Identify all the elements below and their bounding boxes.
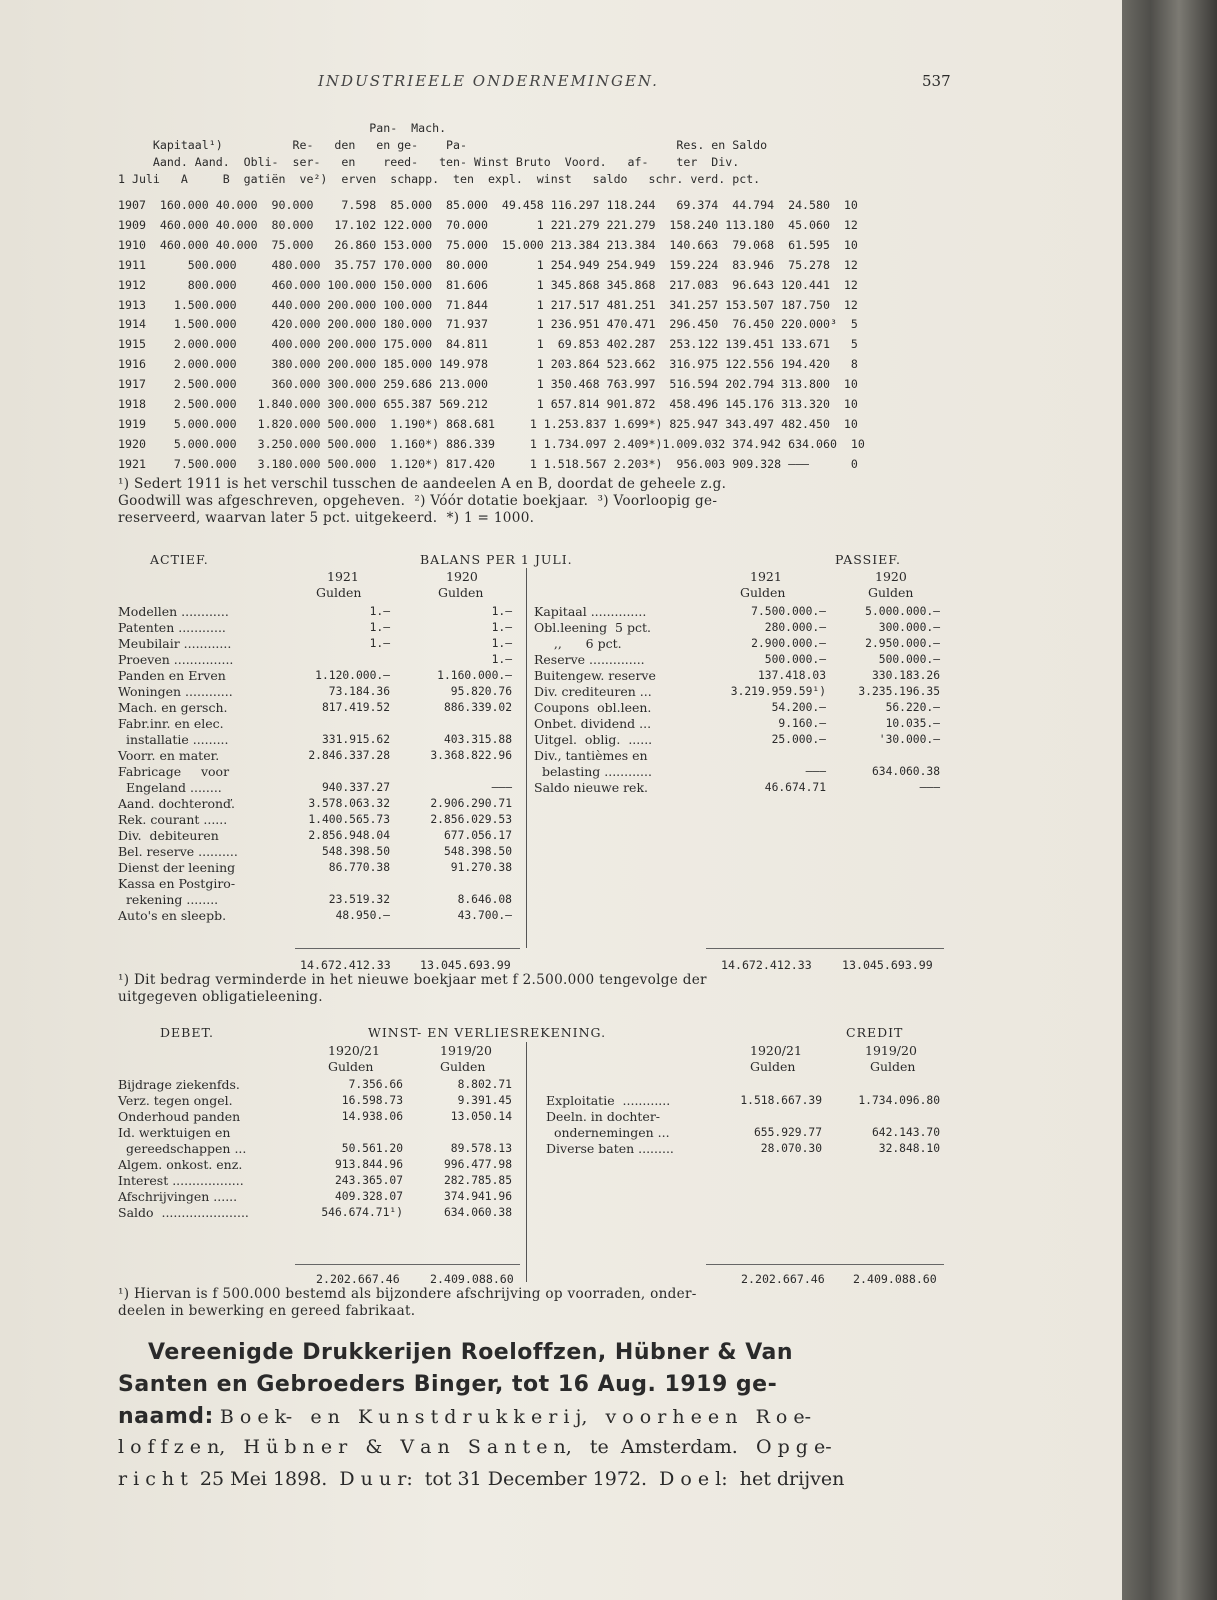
actief-value-1921: 48.950.— <box>335 909 390 922</box>
actief-label: Woningen ............ <box>118 684 233 699</box>
debet-label: Algem. onkost. enz. <box>118 1157 243 1172</box>
pnl-heading: WINST- EN VERLIESREKENING. <box>368 1025 607 1040</box>
pnl-total-right-a: 2.202.667.46 <box>741 1272 825 1286</box>
debet-year-b: 1919/20 <box>440 1043 492 1058</box>
actief-label: Kassa en Postgiro- <box>118 876 236 891</box>
debet-value-a: 7.356.66 <box>348 1078 403 1091</box>
actief-label: Fabricage voor <box>118 764 230 779</box>
stats-header-line: Kapitaal¹) Re- den en ge- Pa- Res. en Saldo <box>118 138 768 152</box>
actief-unit-a: Gulden <box>316 585 362 600</box>
actief-value-1920: 1.— <box>491 653 512 666</box>
stats-table-header <box>118 120 767 188</box>
actief-value-1921 <box>280 876 390 892</box>
debet-b-values <box>408 1077 512 1221</box>
actief-value-1920: 43.700.— <box>457 909 512 922</box>
passief-label: Saldo nieuwe rek. <box>534 780 649 795</box>
actief-label: Mach. en gersch. <box>118 700 228 715</box>
debet-unit-b: Gulden <box>440 1059 486 1074</box>
credit-value-b <box>830 1109 940 1125</box>
pnl-total-right-b: 2.409.088.60 <box>853 1272 937 1286</box>
actief-value-1920 <box>400 764 512 780</box>
actief-value-1920: 1.160.000.— <box>437 669 512 682</box>
debet-label: Afschrijvingen ...... <box>118 1189 238 1204</box>
debet-label: Onderhoud panden <box>118 1109 241 1124</box>
passief-label: Reserve .............. <box>534 652 645 667</box>
book-spine <box>1122 0 1217 1600</box>
passief-label: Uitgel. oblig. ...... <box>534 732 653 747</box>
footnote-line: ¹) Dit bedrag verminderde in het nieuwe boekjaar met f 2.500.000 tengevolge der <box>118 972 707 988</box>
stats-row: 1914 1.500.000 420.000 200.000 180.000 71.937 1 236.951 470.471 296.450 76.450 220.000³ 5 <box>118 317 858 332</box>
debet-value-b: 996.477.98 <box>443 1158 512 1171</box>
passief-value-1920: 330.183.26 <box>871 669 940 682</box>
stats-row: 1921 7.500.000 3.180.000 500.000 1.120*) 817.420 1 1.518.567 2.203*) 956.003 909.328 ——— 0 <box>118 456 858 471</box>
balance-divider <box>526 568 527 948</box>
company-line5: r i c h t 25 Mei 1898. D u u r: tot 31 December 1972. D o e l: het drijven <box>118 1468 845 1490</box>
actief-label: Dienst der leening <box>118 860 236 875</box>
debet-value-b: 374.941.96 <box>443 1190 512 1203</box>
debet-value-b: 9.391.45 <box>457 1094 512 1107</box>
actief-value-1921: 1.120.000.— <box>315 669 390 682</box>
debet-label: Id. werktuigen en <box>118 1125 231 1140</box>
passief-value-1921: 46.674.71 <box>764 781 826 794</box>
actief-label: Div. debiteuren <box>118 828 219 843</box>
actief-value-1921: 1.— <box>369 637 390 650</box>
actief-year-a: 1921 <box>327 569 359 584</box>
credit-unit-b: Gulden <box>870 1059 916 1074</box>
passief-heading: PASSIEF. <box>835 552 901 567</box>
actief-value-1921: 2.846.337.28 <box>308 749 390 762</box>
footnote-line: uitgegeven obligatieleening. <box>118 989 323 1005</box>
actief-value-1921: 817.419.52 <box>321 701 390 714</box>
passief-unit-b: Gulden <box>868 585 914 600</box>
credit-heading: CREDIT <box>846 1025 904 1040</box>
company-former-name: B o e k- e n K u n s t d r u k k e r i j, v o o r h e e n R o e- <box>213 1406 812 1428</box>
debet-heading: DEBET. <box>160 1025 214 1040</box>
passief-value-1920: ——— <box>919 781 940 794</box>
actief-label: Patenten ............ <box>118 620 226 635</box>
passief-label: Obl.leening 5 pct. <box>534 620 651 635</box>
actief-label: Rek. courant ...... <box>118 812 228 827</box>
actief-value-1920 <box>400 716 512 732</box>
balance-footnote <box>118 972 707 1006</box>
pnl-total-left-b: 2.409.088.60 <box>430 1272 514 1286</box>
passief-label: Buitengew. reserve <box>534 668 656 683</box>
footnote-line: ¹) Sedert 1911 is het verschil tusschen de aandeelen A en B, doordat de geheele z.g. <box>118 476 727 492</box>
passief-label: Div., tantièmes en <box>534 748 648 763</box>
passief-labels <box>534 604 724 796</box>
debet-value-b: 634.060.38 <box>443 1206 512 1219</box>
passief-label: Coupons obl.leen. <box>534 700 652 715</box>
passief-label: ,, 6 pct. <box>534 636 622 651</box>
footnote-line: deelen in bewerking en gereed fabrikaat. <box>118 1303 416 1319</box>
company-name-line2: Santen en Gebroeders Binger, tot 16 Aug. 1919 ge- <box>118 1372 778 1397</box>
actief-value-1920: 1.— <box>491 637 512 650</box>
debet-value-b <box>408 1125 512 1141</box>
passief-value-1920: 5.000.000.— <box>865 605 940 618</box>
passief-value-1921: 500.000.— <box>764 653 826 666</box>
credit-unit-a: Gulden <box>750 1059 796 1074</box>
credit-value-a: 28.070.30 <box>760 1142 822 1155</box>
stats-header-line: Aand. Aand. Obli- ser- en reed- ten- Winst Bruto Voord. af- ter Div. <box>118 155 740 169</box>
debet-value-a: 546.674.71¹) <box>321 1206 403 1219</box>
actief-value-1920: 403.315.88 <box>443 733 512 746</box>
passief-value-1921: 3.219.959.59¹) <box>730 685 826 698</box>
credit-label: Deeln. in dochter- <box>546 1109 661 1124</box>
passief-value-1921 <box>706 748 826 764</box>
pnl-total-rule-left <box>295 1264 520 1265</box>
actief-value-1920: 886.339.02 <box>443 701 512 714</box>
actief-value-1921 <box>280 764 390 780</box>
actief-label: Meubilair ............ <box>118 636 232 651</box>
pnl-divider <box>526 1042 527 1282</box>
passief-year-b: 1920 <box>875 569 907 584</box>
stats-row: 1917 2.500.000 360.000 300.000 259.686 213.000 1 350.468 763.997 516.594 202.794 313.800 10 <box>118 377 858 392</box>
actief-value-1920 <box>400 876 512 892</box>
actief-labels <box>118 604 298 924</box>
credit-label: Diverse baten ......... <box>546 1141 674 1156</box>
passief-value-1920: 56.220.— <box>885 701 940 714</box>
actief-label: Bel. reserve .......... <box>118 844 238 859</box>
actief-label: Voorr. en mater. <box>118 748 220 763</box>
debet-value-b: 8.802.71 <box>457 1078 512 1091</box>
debet-unit-a: Gulden <box>328 1059 374 1074</box>
credit-year-b: 1919/20 <box>865 1043 917 1058</box>
company-name-line1: Vereenigde Drukkerijen Roeloffzen, Hübner & Van <box>148 1340 794 1365</box>
stats-table-body <box>118 196 865 475</box>
actief-value-1920: 677.056.17 <box>443 829 512 842</box>
passief-value-1920 <box>828 748 940 764</box>
debet-value-a: 913.844.96 <box>334 1158 403 1171</box>
passief-label: Div. crediteuren ... <box>534 684 652 699</box>
actief-value-1921: 86.770.38 <box>328 861 390 874</box>
actief-value-1920: ——— <box>491 781 512 794</box>
passief-value-1920: 2.950.000.— <box>865 637 940 650</box>
company-line3 <box>118 1404 811 1429</box>
credit-b-values <box>830 1093 940 1157</box>
actief-value-1921: 331.915.62 <box>321 733 390 746</box>
actief-value-1920: 2.856.029.53 <box>430 813 512 826</box>
actief-label: rekening ........ <box>118 892 219 907</box>
credit-year-a: 1920/21 <box>750 1043 802 1058</box>
pnl-total-left-a: 2.202.667.46 <box>316 1272 400 1286</box>
actief-label: Modellen ............ <box>118 604 229 619</box>
passief-value-1921: 2.900.000.— <box>751 637 826 650</box>
stats-footnote <box>118 476 726 527</box>
actief-heading: ACTIEF. <box>150 552 209 567</box>
stats-row: 1912 800.000 460.000 100.000 150.000 81.606 1 345.868 345.868 217.083 96.643 120.441 12 <box>118 277 858 292</box>
credit-label: ondernemingen ... <box>546 1125 670 1140</box>
passief-year-a: 1921 <box>750 569 782 584</box>
debet-year-a: 1920/21 <box>328 1043 380 1058</box>
actief-value-1920: 91.270.38 <box>450 861 512 874</box>
stats-row: 1920 5.000.000 3.250.000 500.000 1.160*) 886.339 1 1.734.097 2.409*)1.009.032 374.942 634.060 10 <box>118 436 865 451</box>
actief-value-1921: 548.398.50 <box>321 845 390 858</box>
actief-label: installatie ......... <box>118 732 229 747</box>
stats-row: 1916 2.000.000 380.000 200.000 185.000 149.978 1 203.864 523.662 316.975 122.556 194.420 8 <box>118 357 858 372</box>
passief-value-1920: 500.000.— <box>878 653 940 666</box>
passief-value-1920: '30.000.— <box>878 733 940 746</box>
actief-value-1921: 23.519.32 <box>328 893 390 906</box>
actief-value-1920: 1.— <box>491 621 512 634</box>
debet-value-a <box>285 1125 403 1141</box>
passief-1921-values <box>706 604 826 796</box>
actief-value-1921: 2.856.948.04 <box>308 829 390 842</box>
actief-value-1921: 73.184.36 <box>328 685 390 698</box>
passief-value-1921: 7.500.000.— <box>751 605 826 618</box>
footnote-line: reserveerd, waarvan later 5 pct. uitgekeerd. *) 1 = 1000. <box>118 510 535 526</box>
pnl-total-rule-right <box>706 1264 944 1265</box>
balance-total-right-a: 14.672.412.33 <box>721 958 812 972</box>
debet-value-a: 50.561.20 <box>341 1142 403 1155</box>
stats-row: 1913 1.500.000 440.000 200.000 100.000 71.844 1 217.517 481.251 341.257 153.507 187.750 12 <box>118 297 858 312</box>
footnote-line: ¹) Hiervan is f 500.000 bestemd als bijzondere afschrijving op voorraden, onder- <box>118 1286 697 1302</box>
actief-label: Panden en Erven <box>118 668 226 683</box>
actief-value-1921 <box>280 716 390 732</box>
passief-1920-values <box>828 604 940 796</box>
credit-value-a <box>712 1109 822 1125</box>
page-number: 537 <box>922 72 951 90</box>
balance-total-rule-right <box>706 948 944 949</box>
company-line4: l o f f z e n, H ü b n e r & V a n S a n t e n, te Amsterdam. O p g e- <box>118 1436 832 1458</box>
actief-value-1920: 1.— <box>491 605 512 618</box>
stats-row: 1918 2.500.000 1.840.000 300.000 655.387 569.212 1 657.814 901.872 458.496 145.176 313.320 10 <box>118 397 858 412</box>
stats-header-line: 1 Juli A B gatiën ve²) erven schapp. ten expl. winst saldo schr. verd. pct. <box>118 172 761 186</box>
credit-value-a: 1.518.667.39 <box>740 1094 822 1107</box>
actief-1921-values <box>280 604 390 924</box>
passief-unit-a: Gulden <box>740 585 786 600</box>
actief-value-1920: 3.368.822.96 <box>430 749 512 762</box>
stats-row: 1919 5.000.000 1.820.000 500.000 1.190*) 868.681 1 1.253.837 1.699*) 825.947 343.497 482.450 10 <box>118 416 858 431</box>
passief-value-1921: 54.200.— <box>771 701 826 714</box>
debet-label: gereedschappen ... <box>118 1141 247 1156</box>
actief-value-1921: 940.337.27 <box>321 781 390 794</box>
actief-1920-values <box>400 604 512 924</box>
credit-value-b: 32.848.10 <box>878 1142 940 1155</box>
actief-value-1921: 1.400.565.73 <box>308 813 390 826</box>
debet-label: Saldo ...................... <box>118 1205 249 1220</box>
debet-label: Bijdrage ziekenfds. <box>118 1077 240 1092</box>
actief-value-1920: 95.820.76 <box>450 685 512 698</box>
credit-value-a: 655.929.77 <box>753 1126 822 1139</box>
actief-value-1921: 1.— <box>369 621 390 634</box>
actief-label: Auto's en sleepb. <box>118 908 227 923</box>
debet-a-values <box>285 1077 403 1221</box>
running-header: INDUSTRIEELE ONDERNEMINGEN. <box>318 72 659 90</box>
debet-value-b: 13.050.14 <box>450 1110 512 1123</box>
actief-label: Engeland ........ <box>118 780 222 795</box>
passief-value-1921: ——— <box>805 765 826 778</box>
stats-row: 1910 460.000 40.000 75.000 26.860 153.000 75.000 15.000 213.384 213.384 140.663 79.068 61.595 10 <box>118 237 858 252</box>
debet-value-b: 89.578.13 <box>450 1142 512 1155</box>
stats-row: 1907 160.000 40.000 90.000 7.598 85.000 85.000 49.458 116.297 118.244 69.374 44.794 24.580 10 <box>118 198 858 212</box>
stats-header-line: Pan- Mach. <box>118 121 447 135</box>
actief-label: Fabr.inr. en elec. <box>118 716 224 731</box>
stats-row: 1911 500.000 480.000 35.757 170.000 80.000 1 254.949 254.949 159.224 83.946 75.278 12 <box>118 257 858 272</box>
balance-total-right-b: 13.045.693.99 <box>842 958 933 972</box>
passief-value-1920: 3.235.196.35 <box>858 685 940 698</box>
stats-row: 1909 460.000 40.000 80.000 17.102 122.000 70.000 1 221.279 221.279 158.240 113.180 45.060 12 <box>118 217 858 232</box>
balance-total-rule-left <box>295 948 520 949</box>
actief-value-1921: 3.578.063.32 <box>308 797 390 810</box>
actief-value-1921: 1.— <box>369 605 390 618</box>
balance-heading: BALANS PER 1 JULI. <box>420 552 573 567</box>
passief-label: belasting ............ <box>534 764 652 779</box>
debet-value-a: 16.598.73 <box>341 1094 403 1107</box>
balance-total-left-a: 14.672.412.33 <box>300 958 391 972</box>
credit-a-values <box>712 1093 822 1157</box>
passief-value-1921: 280.000.— <box>764 621 826 634</box>
debet-label: Interest .................. <box>118 1173 244 1188</box>
company-named-label: naamd: <box>118 1404 214 1429</box>
passief-label: Onbet. dividend ... <box>534 716 652 731</box>
debet-label: Verz. tegen ongel. <box>118 1093 233 1108</box>
passief-label: Kapitaal .............. <box>534 604 647 619</box>
passief-value-1921: 9.160.— <box>778 717 826 730</box>
actief-value-1920: 2.906.290.71 <box>430 797 512 810</box>
actief-label: Aand. dochteronď. <box>118 796 236 811</box>
footnote-line: Goodwill was afgeschreven, opgeheven. ²) Vóór dotatie boekjaar. ³) Voorloopig ge- <box>118 493 718 509</box>
debet-value-b: 282.785.85 <box>443 1174 512 1187</box>
actief-year-b: 1920 <box>446 569 478 584</box>
credit-label: Exploitatie ............ <box>546 1093 671 1108</box>
passief-value-1921: 25.000.— <box>771 733 826 746</box>
passief-value-1921: 137.418.03 <box>757 669 826 682</box>
actief-value-1920: 8.646.08 <box>457 893 512 906</box>
passief-value-1920: 300.000.— <box>878 621 940 634</box>
debet-value-a: 409.328.07 <box>334 1190 403 1203</box>
credit-value-b: 642.143.70 <box>871 1126 940 1139</box>
passief-value-1920: 10.035.— <box>885 717 940 730</box>
pnl-footnote <box>118 1286 697 1320</box>
debet-value-a: 14.938.06 <box>341 1110 403 1123</box>
actief-label: Proeven ............... <box>118 652 234 667</box>
actief-unit-b: Gulden <box>438 585 484 600</box>
actief-value-1920: 548.398.50 <box>443 845 512 858</box>
balance-total-left-b: 13.045.693.99 <box>420 958 511 972</box>
passief-value-1920: 634.060.38 <box>871 765 940 778</box>
debet-value-a: 243.365.07 <box>334 1174 403 1187</box>
actief-value-1921 <box>280 652 390 668</box>
credit-value-b: 1.734.096.80 <box>858 1094 940 1107</box>
stats-row: 1915 2.000.000 400.000 200.000 175.000 84.811 1 69.853 402.287 253.122 139.451 133.671 5 <box>118 337 858 352</box>
